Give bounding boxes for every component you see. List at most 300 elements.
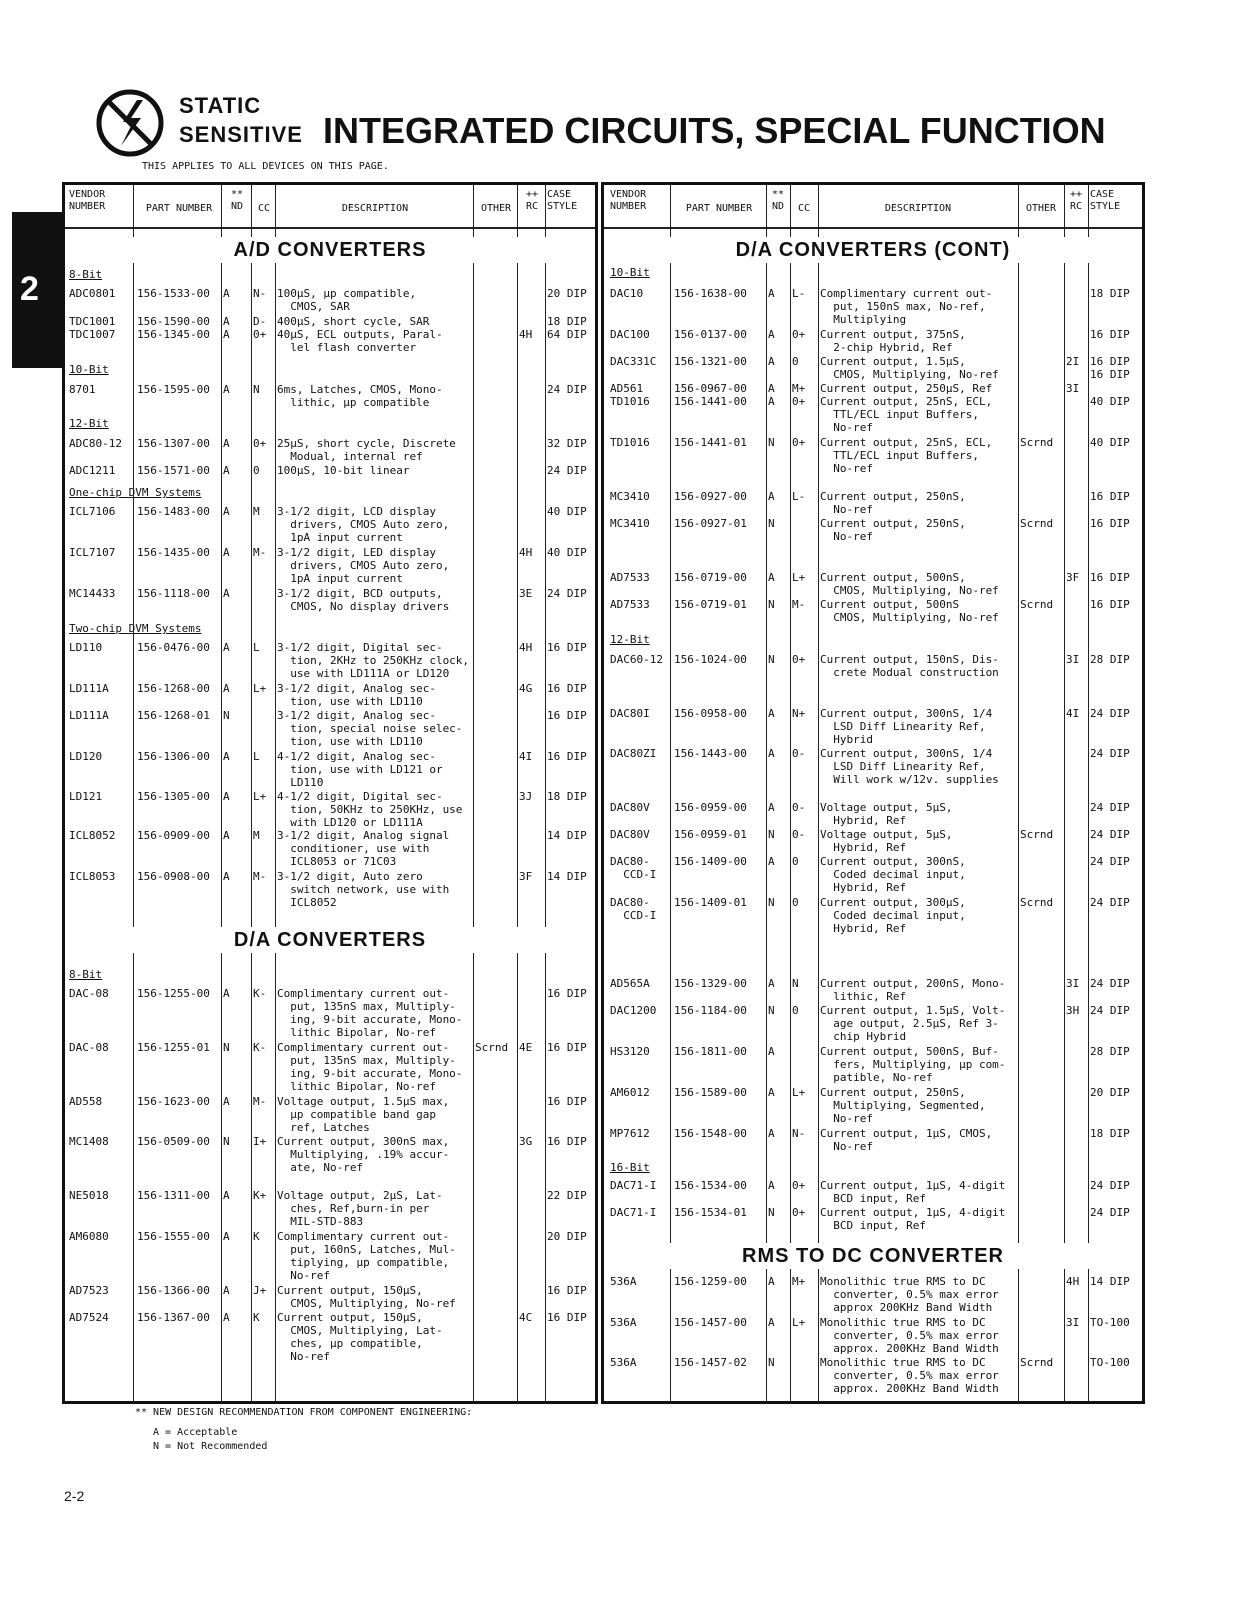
case-style: 24 DIP bbox=[1090, 1206, 1130, 1219]
vendor-number: NE5018 bbox=[69, 1189, 109, 1202]
part-number: 156-1441-01 bbox=[674, 436, 747, 449]
case-style: 16 DIP bbox=[547, 1311, 587, 1324]
case-style: 18 DIP 64 DIP bbox=[547, 315, 587, 341]
case-style: 28 DIP bbox=[1090, 653, 1130, 666]
description: Current output, 1.5µS, Volt- age output, 2.5µS, Ref 3- chip Hybrid bbox=[820, 1004, 1006, 1043]
part-number: 156-0959-01 bbox=[674, 828, 747, 841]
vendor-number: DAC10 bbox=[610, 287, 644, 300]
nd-code: A bbox=[223, 750, 230, 763]
other: Scrnd bbox=[1020, 1356, 1054, 1369]
cc-code: 0+ bbox=[792, 1179, 806, 1192]
nd-code: A bbox=[223, 587, 230, 600]
rc-code: 4G bbox=[519, 682, 533, 695]
cc-code: N- bbox=[792, 1127, 806, 1140]
part-number: 156-1311-00 bbox=[137, 1189, 210, 1202]
nd-code: N bbox=[768, 653, 775, 666]
description: 25µS, short cycle, Discrete Modual, internal ref bbox=[277, 437, 456, 463]
cc-code: M- bbox=[253, 870, 267, 883]
cc-code: K+ bbox=[253, 1189, 267, 1202]
description: Monolithic true RMS to DC converter, 0.5% max error approx 200KHz Band Width bbox=[820, 1275, 999, 1314]
nd-code: A bbox=[768, 855, 775, 868]
cc-code: L bbox=[253, 750, 260, 763]
column-divider bbox=[1064, 185, 1065, 1401]
header-part-number: PART NUMBER bbox=[145, 203, 213, 214]
description: 3-1/2 digit, Analog signal conditioner, use with ICL8053 or 71C03 bbox=[277, 829, 450, 868]
part-number: 156-0927-00 bbox=[674, 490, 747, 503]
part-number: 156-1457-00 bbox=[674, 1316, 747, 1329]
description: 3-1/2 digit, Analog sec- tion, use with LD110 bbox=[277, 682, 436, 708]
description: 4-1/2 digit, Digital sec- tion, 50KHz to 250KHz, use with LD120 or LD111A bbox=[277, 790, 463, 829]
cc-code: N- bbox=[253, 287, 267, 300]
description: Current output, 1.5µS, CMOS, Multiplying, No-ref bbox=[820, 355, 999, 381]
part-number: 156-1457-02 bbox=[674, 1356, 747, 1369]
description: Current output, 250nS, No-ref bbox=[820, 517, 966, 543]
description: Current output, 500nS, CMOS, Multiplying, No-ref bbox=[820, 571, 999, 597]
vendor-number: ICL7107 bbox=[69, 546, 116, 559]
cc-code: 0 bbox=[792, 896, 799, 909]
nd-code: A bbox=[768, 1045, 775, 1058]
vendor-number: DAC71-I bbox=[610, 1179, 657, 1192]
cc-code: K- bbox=[253, 987, 267, 1000]
cc-code: 0 bbox=[792, 355, 799, 368]
cc-code: 0 bbox=[792, 1004, 799, 1017]
nd-code: N bbox=[768, 1206, 775, 1219]
vendor-number: DAC60-12 bbox=[610, 653, 663, 666]
part-number: 156-1367-00 bbox=[137, 1311, 210, 1324]
part-number: 156-0958-00 bbox=[674, 707, 747, 720]
cc-code: N bbox=[253, 383, 260, 396]
case-style: 16 DIP bbox=[547, 1284, 587, 1297]
part-number: 156-1533-00 bbox=[137, 287, 210, 300]
part-number: 156-0909-00 bbox=[137, 829, 210, 842]
vendor-number: DAC80I bbox=[610, 707, 650, 720]
part-number: 156-1268-00 bbox=[137, 682, 210, 695]
case-style: 16 DIP bbox=[547, 1095, 587, 1108]
case-style: 18 DIP bbox=[1090, 287, 1130, 300]
part-number: 156-1255-01 bbox=[137, 1041, 210, 1054]
description: Voltage output, 5µS, Hybrid, Ref bbox=[820, 828, 953, 854]
vendor-number: DAC80ZI bbox=[610, 747, 657, 760]
header-cc: CC bbox=[257, 203, 271, 214]
cc-code: I+ bbox=[253, 1135, 267, 1148]
other: Scrnd bbox=[1020, 896, 1054, 909]
group-label: 12-Bit bbox=[610, 633, 650, 646]
part-number: 156-1534-01 bbox=[674, 1206, 747, 1219]
description: Current output, 500nS, Buf- fers, Multiplying, µp com- patible, No-ref bbox=[820, 1045, 1006, 1084]
rc-code: 3F bbox=[1066, 571, 1080, 584]
description: 3-1/2 digit, LED display drivers, CMOS Auto zero, 1pA input current bbox=[277, 546, 450, 585]
vendor-number: AD7533 bbox=[610, 571, 650, 584]
part-number: 156-1443-00 bbox=[674, 747, 747, 760]
static-label: STATIC bbox=[179, 93, 262, 118]
vendor-number: MC1408 bbox=[69, 1135, 109, 1148]
part-number: 156-0509-00 bbox=[137, 1135, 210, 1148]
cc-code: 0 bbox=[792, 855, 799, 868]
description: Current output, 1µS, 4-digit BCD input, Ref bbox=[820, 1179, 1006, 1205]
rc-code: 3I bbox=[1066, 653, 1080, 666]
description: Monolithic true RMS to DC converter, 0.5% max error approx. 200KHz Band Width bbox=[820, 1316, 999, 1355]
section-title: A/D CONVERTERS bbox=[65, 237, 595, 263]
description: Current output, 200nS, Mono- lithic, Ref bbox=[820, 977, 1006, 1003]
rc-code: 3E bbox=[519, 587, 533, 600]
description: Current output, 150µS, CMOS, Multiplying, No-ref bbox=[277, 1284, 456, 1310]
cc-code: L+ bbox=[253, 682, 267, 695]
nd-code: A bbox=[223, 641, 230, 654]
part-number: 156-1024-00 bbox=[674, 653, 747, 666]
vendor-number: LD121 bbox=[69, 790, 103, 803]
part-number: 156-1305-00 bbox=[137, 790, 210, 803]
nd-code: A bbox=[768, 328, 775, 341]
description: Current output, 375nS, 2-chip Hybrid, Ref bbox=[820, 328, 966, 354]
column-divider bbox=[517, 185, 518, 1401]
vendor-number: AD7524 bbox=[69, 1311, 109, 1324]
case-style: 24 DIP bbox=[1090, 977, 1130, 990]
nd-code: A bbox=[223, 383, 230, 396]
case-style: 16 DIP bbox=[547, 1135, 587, 1148]
part-number: 156-1321-00 bbox=[674, 355, 747, 368]
cc-code: M+ bbox=[792, 1275, 806, 1288]
vendor-number: DAC-08 bbox=[69, 987, 109, 1000]
part-number: 156-0137-00 bbox=[674, 328, 747, 341]
case-style: 16 DIP bbox=[547, 682, 587, 695]
case-style: 24 DIP bbox=[1090, 855, 1130, 868]
rc-code: 3G bbox=[519, 1135, 533, 1148]
vendor-number: MC14433 bbox=[69, 587, 116, 600]
group-label: 10-Bit bbox=[610, 266, 650, 279]
vendor-number: DAC1200 bbox=[610, 1004, 657, 1017]
nd-code: A bbox=[223, 682, 230, 695]
nd-code: N bbox=[768, 1004, 775, 1017]
cc-code: M bbox=[253, 505, 260, 518]
table-header bbox=[65, 185, 595, 229]
part-number: 156-1811-00 bbox=[674, 1045, 747, 1058]
case-style: 16 DIP bbox=[547, 709, 587, 722]
case-style: 24 DIP bbox=[1090, 801, 1130, 814]
column-divider bbox=[670, 185, 671, 1401]
cc-code: M- bbox=[253, 546, 267, 559]
cc-code: L+ bbox=[792, 1086, 806, 1099]
description: 100µS, 10-bit linear bbox=[277, 464, 410, 477]
rc-code: 4C bbox=[519, 1311, 533, 1324]
description: Current output, 300nS, Coded decimal input, Hybrid, Ref bbox=[820, 855, 966, 894]
case-style: 20 DIP bbox=[547, 1230, 587, 1243]
description: 4-1/2 digit, Analog sec- tion, use with LD121 or LD110 bbox=[277, 750, 443, 789]
vendor-number: AD565A bbox=[610, 977, 650, 990]
description: Current output, 250nS, Multiplying, Segmented, No-ref bbox=[820, 1086, 986, 1125]
header-rc: ++ RC bbox=[1069, 189, 1083, 212]
cc-code: K bbox=[253, 1311, 260, 1324]
description: Complimentary current out- put, 135nS max, Multiply- ing, 9-bit accurate, Mono- lithic Bipolar, No-ref bbox=[277, 987, 463, 1039]
description: 400µS, short cycle, SAR 40µS, ECL outputs, Paral- lel flash converter bbox=[277, 315, 443, 354]
case-style: 40 DIP bbox=[1090, 395, 1130, 408]
cc-code: 0 bbox=[253, 464, 260, 477]
description: Current output, 300nS max, Multiplying, .19% accur- ate, No-ref bbox=[277, 1135, 450, 1174]
vendor-number: MC3410 bbox=[610, 517, 650, 530]
cc-code: 0+ bbox=[792, 653, 806, 666]
rc-code: 4H bbox=[1066, 1275, 1080, 1288]
nd-code: A bbox=[768, 355, 775, 368]
cc-code: 0- bbox=[792, 747, 806, 760]
cc-code: 0- bbox=[792, 801, 806, 814]
section-tab bbox=[12, 212, 62, 368]
cc-code: L+ bbox=[792, 1316, 806, 1329]
rc-code: 3F bbox=[519, 870, 533, 883]
nd-code: A bbox=[223, 790, 230, 803]
rc-code: 4I bbox=[519, 750, 533, 763]
case-style: 40 DIP bbox=[547, 546, 587, 559]
nd-code: A bbox=[223, 546, 230, 559]
section-title: RMS TO DC CONVERTER bbox=[604, 1243, 1142, 1269]
right-table bbox=[601, 182, 1145, 1404]
nd-code: A bbox=[223, 1230, 230, 1243]
nd-code: N bbox=[768, 1356, 775, 1369]
part-number: 156-0959-00 bbox=[674, 801, 747, 814]
nd-code: N bbox=[768, 598, 775, 611]
legend-not-recommended: N = Not Recommended bbox=[153, 1441, 268, 1452]
part-number: 156-1268-01 bbox=[137, 709, 210, 722]
part-number: 156-0719-00 bbox=[674, 571, 747, 584]
vendor-number: ADC1211 bbox=[69, 464, 116, 477]
group-label: 10-Bit bbox=[69, 363, 109, 376]
section-tab-number: 2 bbox=[20, 270, 39, 308]
vendor-number: AD7533 bbox=[610, 598, 650, 611]
column-divider bbox=[251, 185, 252, 1401]
nd-code: A bbox=[768, 1275, 775, 1288]
page-title: INTEGRATED CIRCUITS, SPECIAL FUNCTION bbox=[323, 110, 1106, 151]
rc-code: 3H bbox=[1066, 1004, 1080, 1017]
vendor-number: AD558 bbox=[69, 1095, 103, 1108]
group-label: 12-Bit bbox=[69, 417, 109, 430]
description: 100µS, µp compatible, CMOS, SAR bbox=[277, 287, 417, 313]
part-number: 156-0908-00 bbox=[137, 870, 210, 883]
other: Scrnd bbox=[1020, 598, 1054, 611]
part-number: 156-1259-00 bbox=[674, 1275, 747, 1288]
rc-code: 3J bbox=[519, 790, 533, 803]
nd-code: A bbox=[768, 1316, 775, 1329]
nd-code: A bbox=[223, 464, 230, 477]
column-divider bbox=[1088, 185, 1089, 1401]
case-style: 40 DIP bbox=[547, 505, 587, 518]
other: Scrnd bbox=[1020, 436, 1054, 449]
description: Current output, 500nS CMOS, Multiplying, No-ref bbox=[820, 598, 999, 624]
nd-code: A bbox=[223, 1311, 230, 1324]
description: Current output, 250nS, No-ref bbox=[820, 490, 966, 516]
cc-code: J+ bbox=[253, 1284, 267, 1297]
case-style: 40 DIP bbox=[1090, 436, 1130, 449]
part-number: 156-0476-00 bbox=[137, 641, 210, 654]
vendor-number: AM6012 bbox=[610, 1086, 650, 1099]
case-style: 16 DIP bbox=[1090, 598, 1130, 611]
nd-code: A A bbox=[768, 382, 775, 408]
nd-code: N bbox=[768, 517, 775, 530]
cc-code: L+ bbox=[253, 790, 267, 803]
description: Monolithic true RMS to DC converter, 0.5% max error approx. 200KHz Band Width bbox=[820, 1356, 999, 1395]
header-description: DESCRIPTION bbox=[884, 203, 952, 214]
case-style: 16 DIP bbox=[547, 987, 587, 1000]
vendor-number: TD1016 bbox=[610, 436, 650, 449]
vendor-number: DAC80- CCD-I bbox=[610, 855, 657, 881]
section-title: D/A CONVERTERS (CONT) bbox=[604, 237, 1142, 263]
part-number: 156-1571-00 bbox=[137, 464, 210, 477]
rc-code: 4I bbox=[1066, 707, 1080, 720]
table-header bbox=[604, 185, 1142, 229]
description: Current output, 300nS, 1/4 LSD Diff Linearity Ref, Will work w/12v. supplies bbox=[820, 747, 999, 786]
description: Complimentary current out- put, 160nS, Latches, Mul- tiplying, µp compatible, No-ref bbox=[277, 1230, 456, 1282]
rc-code: 4H bbox=[519, 641, 533, 654]
header-other: OTHER bbox=[480, 203, 512, 214]
nd-code: A bbox=[223, 1189, 230, 1202]
description: Complimentary current out- put, 150nS max, No-ref, Multiplying bbox=[820, 287, 993, 326]
case-style: TO-100 bbox=[1090, 1356, 1130, 1369]
description: Current output, 300nS, 1/4 LSD Diff Linearity Ref, Hybrid bbox=[820, 707, 993, 746]
nd-code: A bbox=[223, 829, 230, 842]
nd-code: N bbox=[768, 436, 775, 449]
sensitive-label: SENSITIVE bbox=[179, 122, 303, 147]
vendor-number: AD7523 bbox=[69, 1284, 109, 1297]
vendor-number: ADC80-12 bbox=[69, 437, 122, 450]
case-style: 24 DIP bbox=[1090, 707, 1130, 720]
vendor-number: ICL8052 bbox=[69, 829, 116, 842]
vendor-number: LD120 bbox=[69, 750, 103, 763]
nd-code: N bbox=[223, 709, 230, 722]
case-style: 18 DIP bbox=[547, 790, 587, 803]
cc-code: K- bbox=[253, 1041, 267, 1054]
part-number: 156-1329-00 bbox=[674, 977, 747, 990]
other: Scrnd bbox=[475, 1041, 509, 1054]
header-vendor-number: VENDOR NUMBER bbox=[69, 189, 106, 212]
cc-code: 0+ bbox=[792, 1206, 806, 1219]
case-style: 18 DIP bbox=[1090, 1127, 1130, 1140]
part-number: 156-1184-00 bbox=[674, 1004, 747, 1017]
part-number: 156-0927-01 bbox=[674, 517, 747, 530]
case-style: 16 DIP bbox=[1090, 571, 1130, 584]
case-style: 24 DIP bbox=[1090, 828, 1130, 841]
part-number: 156-1638-00 bbox=[674, 287, 747, 300]
nd-code: N bbox=[768, 896, 775, 909]
rc-code: 3I bbox=[1066, 977, 1080, 990]
case-style: 16 DIP bbox=[547, 1041, 587, 1054]
vendor-number: 536A bbox=[610, 1356, 637, 1369]
static-sensitive-icon bbox=[95, 88, 165, 158]
cc-code: L+ bbox=[792, 571, 806, 584]
vendor-number: 536A bbox=[610, 1275, 637, 1288]
description: Voltage output, 2µS, Lat- ches, Ref,burn-in per MIL-STD-883 bbox=[277, 1189, 443, 1228]
rc-code: 3I bbox=[1066, 382, 1080, 395]
column-divider bbox=[818, 185, 819, 1401]
cc-code: K bbox=[253, 1230, 260, 1243]
rc-code: 4H bbox=[519, 546, 533, 559]
cc-code: L- bbox=[792, 490, 806, 503]
legend-title: ** NEW DESIGN RECOMMENDATION FROM COMPONENT ENGINEERING: bbox=[135, 1407, 473, 1418]
nd-code: N bbox=[768, 828, 775, 841]
part-number: 156-1409-00 bbox=[674, 855, 747, 868]
part-number: 156-1590-00 156-1345-00 bbox=[137, 315, 210, 341]
part-number: 156-1555-00 bbox=[137, 1230, 210, 1243]
vendor-number: ADC0801 bbox=[69, 287, 116, 300]
part-number: 156-0719-01 bbox=[674, 598, 747, 611]
header-rc: ++ RC bbox=[525, 189, 539, 212]
vendor-number: DAC-08 bbox=[69, 1041, 109, 1054]
nd-code: A bbox=[223, 287, 230, 300]
legend bbox=[135, 1406, 472, 1454]
description: Current output, 150µS, CMOS, Multiplying, Lat- ches, µp compatible, No-ref bbox=[277, 1311, 443, 1363]
case-style: 14 DIP bbox=[1090, 1275, 1130, 1288]
column-divider bbox=[1018, 185, 1019, 1401]
case-style: 32 DIP bbox=[547, 437, 587, 450]
cc-code: M- bbox=[253, 1095, 267, 1108]
nd-code: N bbox=[223, 1135, 230, 1148]
description: 3-1/2 digit, LCD display drivers, CMOS Auto zero, 1pA input current bbox=[277, 505, 450, 544]
case-style: 16 DIP bbox=[547, 641, 587, 654]
vendor-number: HS3120 bbox=[610, 1045, 650, 1058]
case-style: 20 DIP bbox=[1090, 1086, 1130, 1099]
description: Voltage output, 5µS, Hybrid, Ref bbox=[820, 801, 953, 827]
rc-code: 4H bbox=[519, 328, 533, 341]
description: 3-1/2 digit, Analog sec- tion, special noise selec- tion, use with LD110 bbox=[277, 709, 463, 748]
nd-code: A bbox=[768, 707, 775, 720]
header-part-number: PART NUMBER bbox=[685, 203, 753, 214]
header-nd: ** ND bbox=[230, 189, 244, 212]
column-divider bbox=[790, 185, 791, 1401]
case-style: 24 DIP bbox=[1090, 1004, 1130, 1017]
case-style: 24 DIP bbox=[1090, 896, 1130, 909]
nd-code: A bbox=[223, 437, 230, 450]
case-style: 28 DIP bbox=[1090, 1045, 1130, 1058]
description: 3-1/2 digit, BCD outputs, CMOS, No display drivers bbox=[277, 587, 450, 613]
nd-code: A bbox=[768, 1086, 775, 1099]
nd-code: A bbox=[768, 747, 775, 760]
case-style: 22 DIP bbox=[547, 1189, 587, 1202]
case-style: 24 DIP bbox=[547, 587, 587, 600]
vendor-number: ICL8053 bbox=[69, 870, 116, 883]
part-number: 156-1366-00 bbox=[137, 1284, 210, 1297]
nd-code: A bbox=[768, 1127, 775, 1140]
nd-code: A bbox=[223, 1284, 230, 1297]
part-number: 156-0967-00 156-1441-00 bbox=[674, 382, 747, 408]
nd-code: A bbox=[223, 870, 230, 883]
part-number: 156-1307-00 bbox=[137, 437, 210, 450]
nd-code: A bbox=[768, 1179, 775, 1192]
vendor-number: TDC1001 TDC1007 bbox=[69, 315, 116, 341]
part-number: 156-1589-00 bbox=[674, 1086, 747, 1099]
description: Current output, 1µS, 4-digit BCD input, Ref bbox=[820, 1206, 1006, 1232]
other: Scrnd bbox=[1020, 828, 1054, 841]
case-style: 24 DIP bbox=[547, 383, 587, 396]
part-number: 156-1595-00 bbox=[137, 383, 210, 396]
vendor-number: 536A bbox=[610, 1316, 637, 1329]
part-number: 156-1306-00 bbox=[137, 750, 210, 763]
cc-code: D- 0+ bbox=[253, 315, 267, 341]
cc-code: N+ bbox=[792, 707, 806, 720]
case-style: 16 DIP bbox=[547, 750, 587, 763]
description: 3-1/2 digit, Digital sec- tion, 2KHz to 250KHz clock, use with LD111A or LD120 bbox=[277, 641, 470, 680]
cc-code: 0+ bbox=[792, 328, 806, 341]
header-case-style: CASE STYLE bbox=[1090, 189, 1121, 212]
cc-code: 0- bbox=[792, 828, 806, 841]
description: Current output, 25nS, ECL, TTL/ECL input Buffers, No-ref bbox=[820, 436, 993, 475]
cc-code: L bbox=[253, 641, 260, 654]
vendor-number: AM6080 bbox=[69, 1230, 109, 1243]
description: Current output, 300µS, Coded decimal input, Hybrid, Ref bbox=[820, 896, 966, 935]
case-style: 16 DIP bbox=[1090, 328, 1130, 341]
section-title: D/A CONVERTERS bbox=[65, 927, 595, 953]
cc-code: M bbox=[253, 829, 260, 842]
group-label: 8-Bit bbox=[69, 268, 103, 281]
nd-code: A bbox=[768, 801, 775, 814]
description: Voltage output, 1.5µS max, µp compatible band gap ref, Latches bbox=[277, 1095, 450, 1134]
part-number: 156-1409-01 bbox=[674, 896, 747, 909]
nd-code: A bbox=[223, 505, 230, 518]
